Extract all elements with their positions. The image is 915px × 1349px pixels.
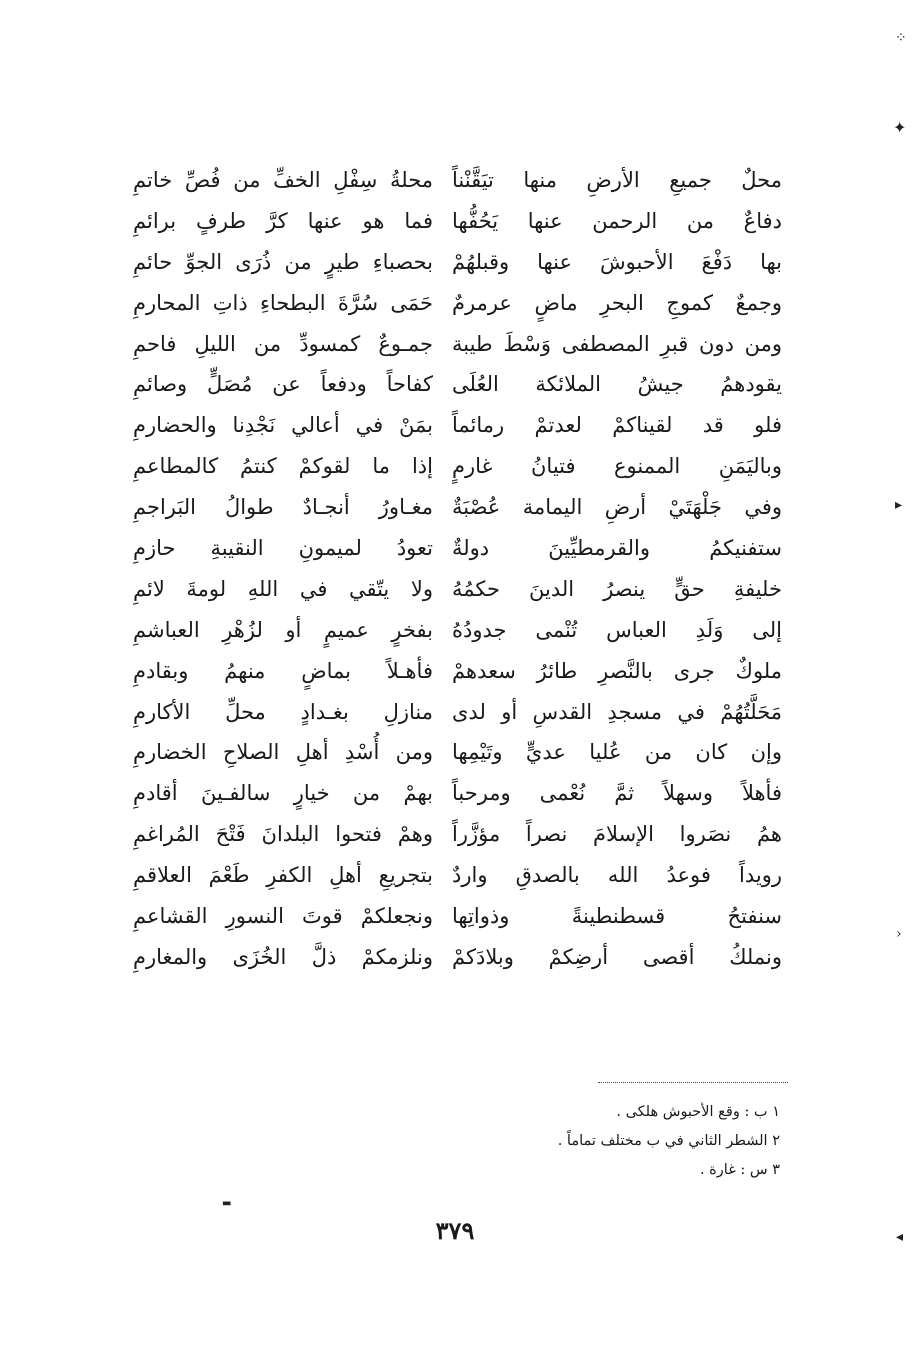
verse-line: فأهـلاً بماضٍ منهمُ وبقادمِ bbox=[133, 658, 433, 683]
page-number: ٣٧٩ bbox=[435, 1216, 475, 1245]
footnote: ١ ب : وقع الأحبوش هلكى . bbox=[616, 1104, 780, 1120]
verse-line: ومن أُسْدِ أهلِ الصلاحِ الخضارمِ bbox=[133, 740, 433, 765]
verse-line: كفاحاً ودفعاً عن مُصَلٍّ وصائمِ bbox=[133, 372, 433, 397]
verse-line: يقودهمُ جيشُ الملائكة العُلَى bbox=[452, 372, 782, 397]
verse-line: محلةُ سِفْلِ الخفِّ من فُصِّ خاتمِ bbox=[133, 168, 433, 192]
verse-line: حَمَى سُرَّةَ البطحاءِ ذاتِ المحارمِ bbox=[133, 290, 433, 315]
verse-line: دفاعٌ من الرحمن عنها يَحُفُّها bbox=[452, 208, 782, 233]
verse-line: بمَنْ في أعالي نَجْدِنا والحضارمِ bbox=[133, 413, 433, 438]
poem-left-column bbox=[133, 160, 433, 978]
verse-line: ملوكٌ جرى بالنَّصرِ طائرُ سعدهمْ bbox=[452, 658, 782, 683]
verse-line: منازلِ بغـدادٍ محلِّ الأكارمِ bbox=[133, 699, 433, 724]
verse-line: فأهلاً وسهلاً ثمَّ نُعْمى ومرحباً bbox=[452, 781, 782, 806]
footnote: ٢ الشطر الثاني في ب مختلف تماماً . bbox=[557, 1133, 780, 1149]
verse-line: إلى وَلَدِ العباس تُنْمى جدودُهُ bbox=[452, 617, 782, 642]
verse-line: مغـاورُ أنجـادٌ طوالُ البَراجمِ bbox=[133, 495, 433, 520]
verse-line: همُ نصَروا الإسلامَ نصراً مؤزَّراً bbox=[452, 822, 782, 847]
verse-line: بتجريعِ أهلِ الكفرِ طَعْمَ العلاقمِ bbox=[133, 863, 433, 888]
verse-line: بها دَفْعَ الأحبوشَ عنها وقبلهُمْ bbox=[452, 249, 782, 274]
footnotes bbox=[480, 1098, 780, 1185]
verse-line: وفي جَلْهَتَيْ أرضِ اليمامة عُصْبَةٌ bbox=[452, 495, 782, 520]
verse-line: رويداً فوعدُ الله بالصدقِ واردٌ bbox=[452, 863, 782, 888]
verse-line: وإن كان من عُليا عديٍّ وتَيْمِها bbox=[452, 740, 782, 765]
verse-line: سنفتحُ قسطنطينةً وذواتِها bbox=[452, 904, 782, 929]
star-ornament-icon: ✦ bbox=[893, 118, 907, 137]
verse-line: جمـوعٌ كمسودِّ من الليلِ فاحمِ bbox=[133, 331, 433, 356]
footnote: ٣ س : غارة . bbox=[699, 1162, 780, 1178]
verse-line: ولا يتّقي في اللهِ لومةَ لائمِ bbox=[133, 576, 433, 601]
margin-mark-icon: ⁘ bbox=[895, 30, 907, 46]
verse-line: تعودُ لميمونِ النقيبةِ حازمِ bbox=[133, 536, 433, 561]
margin-mark-icon: ◂ bbox=[896, 1229, 904, 1245]
verse-line: ونلزمكمْ ذلَّ الخُزَى والمغارمِ bbox=[133, 944, 433, 969]
verse-line: بحصباءِ طيرٍ من ذُرَى الجوِّ حائمِ bbox=[133, 249, 433, 274]
verse-line: خليفةِ حقٍّ ينصرُ الدينَ حكمُهُ bbox=[452, 576, 782, 601]
poem-right-column bbox=[452, 160, 782, 978]
verse-line: ومن دون قبرِ المصطفى وَسْطَ طيبة bbox=[452, 331, 782, 356]
footnote-divider bbox=[598, 1082, 788, 1083]
verse-line: ونملكُ أقصى أرضِكمْ وبلادَكمْ bbox=[452, 944, 782, 969]
verse-line: مَحَلَّتُهُمْ في مسجدِ القدسِ أو لدى bbox=[452, 699, 782, 724]
verse-line: محلٌ جميعِ الأرضِ منها تيَقَّنْناً bbox=[452, 168, 782, 192]
verse-line: فما هو عنها كرَّ طرفٍ برائمِ bbox=[133, 208, 433, 233]
verse-line: وهمْ فتحوا البلدانَ فَتْحَ المُراغمِ bbox=[133, 822, 433, 847]
margin-mark-icon: ▸ bbox=[895, 497, 903, 513]
verse-line: إذا ما لقوكمْ كنتمُ كالمطاعمِ bbox=[133, 454, 433, 479]
verse-line: ستفنيكمُ والقرمطيِّينَ دولةٌ bbox=[452, 536, 782, 561]
verse-line: بفخرٍ عميمٍ أو لزُهْرِ العباشمِ bbox=[133, 617, 433, 642]
verse-line: وباليَمَنِ الممنوع فتيانُ غارمٍ bbox=[452, 454, 782, 479]
speck-mark-icon: ▬ bbox=[222, 1198, 232, 1209]
verse-line: ونجعلكمْ قوتَ النسورِ القشاعمِ bbox=[133, 904, 433, 929]
margin-mark-icon: › bbox=[896, 926, 902, 942]
verse-line: فلو قد لقيناكمْ لعدتمْ رمائماً bbox=[452, 413, 782, 438]
verse-line: وجمعٌ كموجِ البحرِ ماضٍ عرمرمٌ bbox=[452, 290, 782, 315]
verse-line: بهمْ من خيارٍ سالفـينَ أقادمِ bbox=[133, 781, 433, 806]
